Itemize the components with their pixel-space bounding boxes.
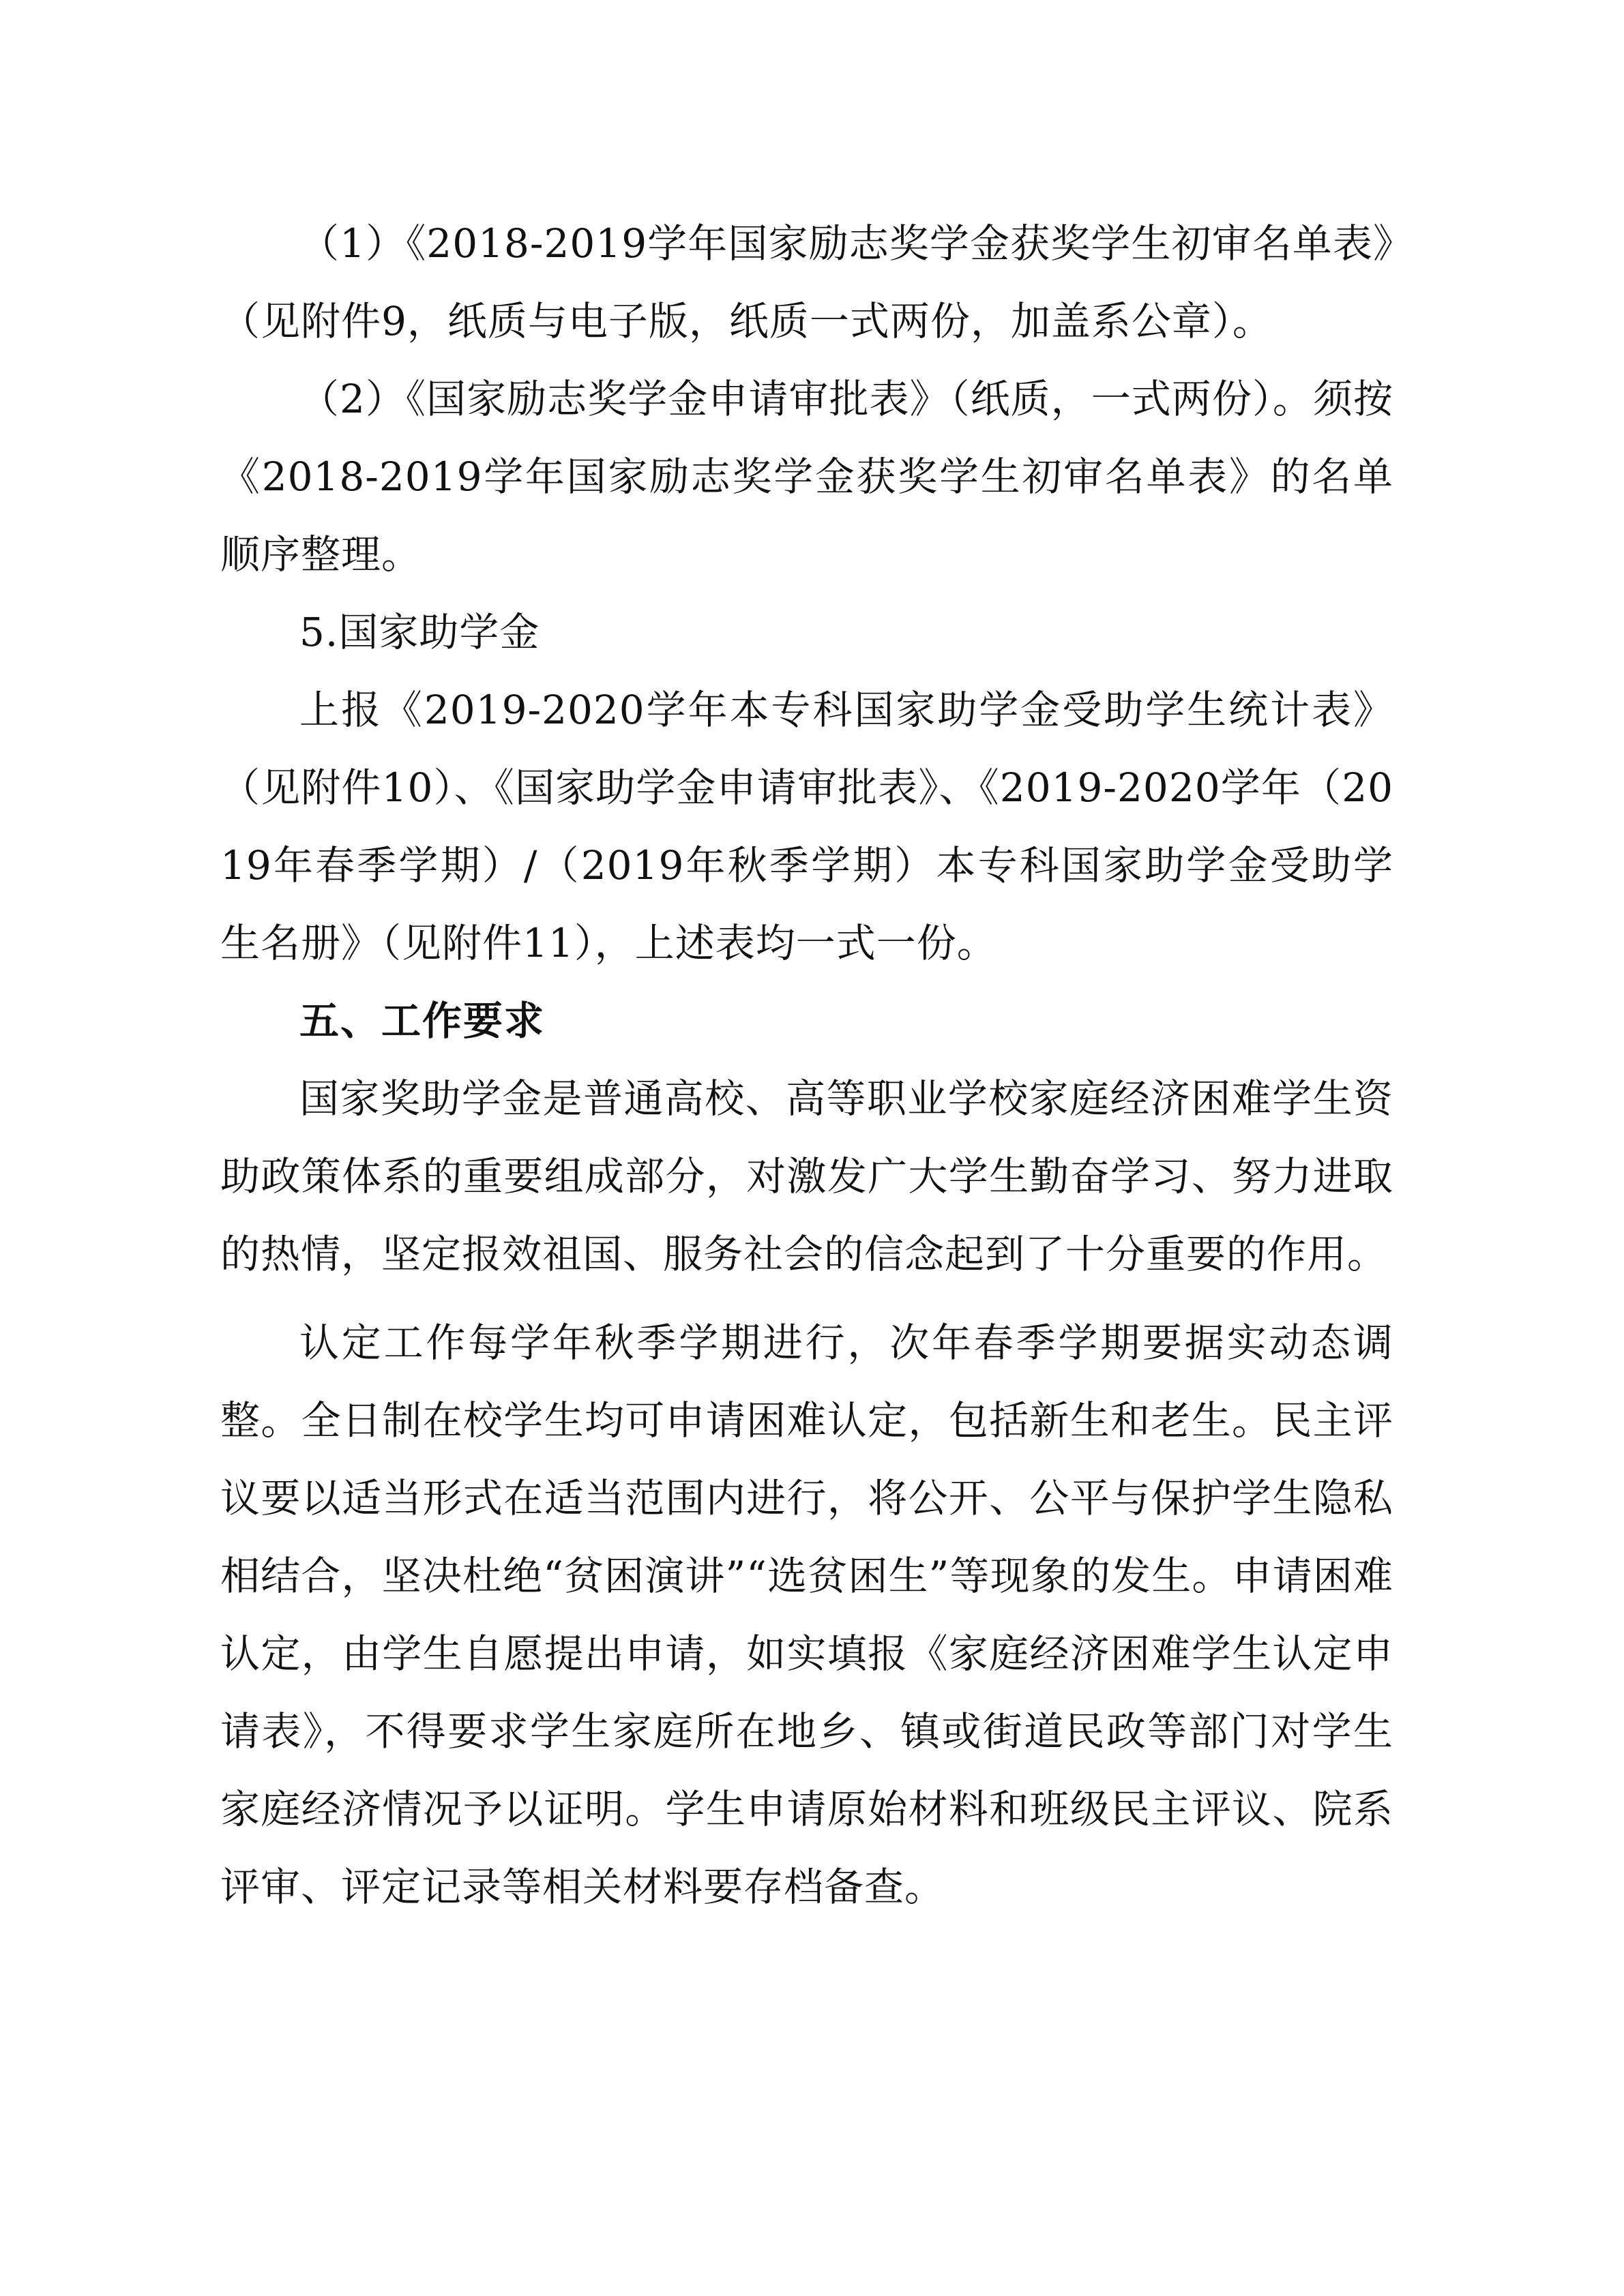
document-body xyxy=(220,205,1393,1926)
list-item-2: （2）《国家励志奖学金申请审批表》（纸质，一式两份）。须按《2018-2019学年国家励志奖学金获奖学生初审名单表》的名单顺序整理。 xyxy=(220,376,1393,578)
list-item-1: （1）《2018-2019学年国家励志奖学金获奖学生初审名单表》（见附件9，纸质与电子版，纸质一式两份，加盖系公章）。 xyxy=(220,220,1393,344)
requirements-paragraph-1: 国家奖助学金是普通高校、高等职业学校家庭经济困难学生资助政策体系的重要组成部分，对激发广大学生勤奋学习、努力进取的热情，坚定报效祖国、服务社会的信念起到了十分重要的作用。 xyxy=(220,1075,1393,1277)
subheading-national-grant: 5.国家助学金 xyxy=(299,609,540,655)
section-heading-work-requirements: 五、工作要求 xyxy=(299,998,546,1044)
requirements-paragraph-2: 认定工作每学年秋季学期进行，次年春季学期要据实动态调整。全日制在校学生均可申请困难认定，包括新生和老生。民主评议要以适当形式在适当范围内进行，将公开、公平与保护学生隐私相结合，坚决杜绝“贫困演讲”“选贫困生”等现象的发生。申请困难认定，由学生自愿提出申请，如实填报《家庭经济困难学生认定申请表》，不得要求学生家庭所在地乡、镇或街道民政等部门对学生家庭经济情况予以证明。学生申请原始材料和班级民主评议、院系评审、评定记录等相关材料要存档备查。 xyxy=(220,1320,1393,1910)
national-grant-paragraph: 上报《2019-2020学年本专科国家助学金受助学生统计表》（见附件10）、《国家助学金申请审批表》、《2019-2020学年（2019年春季学期）/（2019年秋季学期）本专科国家助学金受助学生名册》（见附件11），上述表均一式一份。 xyxy=(220,687,1393,966)
